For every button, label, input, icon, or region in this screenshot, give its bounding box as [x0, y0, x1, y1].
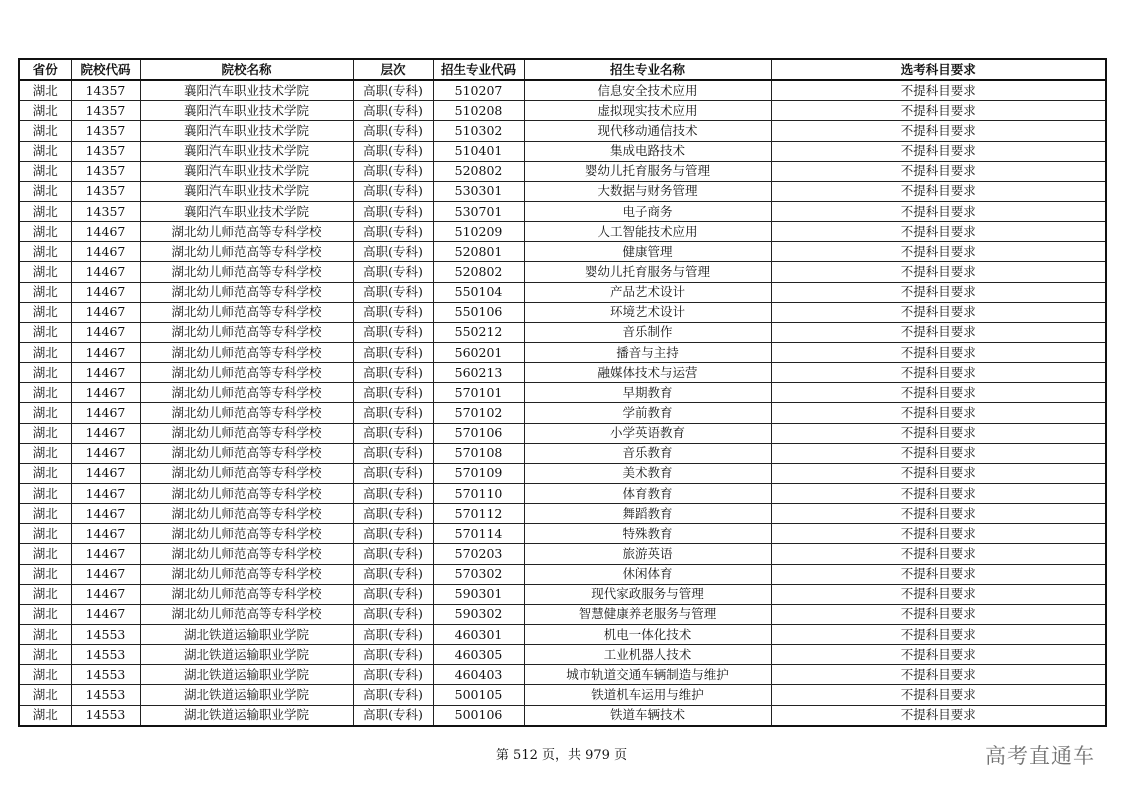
table-row	[19, 403, 1106, 423]
cell-level: 高职(专科)	[353, 302, 433, 322]
header-school-name: 院校名称	[140, 59, 353, 80]
table-row	[19, 141, 1106, 161]
table-row	[19, 544, 1106, 564]
cell-school-code: 14553	[71, 624, 140, 644]
header-major-code: 招生专业代码	[433, 59, 524, 80]
cell-major-name: 现代家政服务与管理	[524, 584, 771, 604]
cell-level: 高职(专科)	[353, 604, 433, 624]
cell-province: 湖北	[19, 201, 71, 221]
cell-province: 湖北	[19, 80, 71, 101]
table-row	[19, 262, 1106, 282]
cell-school-code: 14467	[71, 423, 140, 443]
table-body	[19, 80, 1106, 726]
cell-subject-requirement: 不提科目要求	[771, 604, 1106, 624]
cell-school-code: 14467	[71, 564, 140, 584]
cell-major-code: 590301	[433, 584, 524, 604]
cell-level: 高职(专科)	[353, 584, 433, 604]
table-row	[19, 504, 1106, 524]
table-row	[19, 423, 1106, 443]
table-row	[19, 322, 1106, 342]
cell-province: 湖北	[19, 685, 71, 705]
cell-province: 湖北	[19, 665, 71, 685]
cell-major-name: 音乐教育	[524, 443, 771, 463]
cell-level: 高职(专科)	[353, 181, 433, 201]
cell-school-code: 14467	[71, 504, 140, 524]
cell-major-code: 530301	[433, 181, 524, 201]
table-row	[19, 101, 1106, 121]
cell-subject-requirement: 不提科目要求	[771, 363, 1106, 383]
table-row	[19, 201, 1106, 221]
cell-school-name: 湖北幼儿师范高等专科学校	[140, 363, 353, 383]
cell-major-name: 工业机器人技术	[524, 645, 771, 665]
cell-province: 湖北	[19, 443, 71, 463]
header-province: 省份	[19, 59, 71, 80]
enrollment-table	[18, 58, 1107, 727]
cell-major-name: 现代移动通信技术	[524, 121, 771, 141]
table-row	[19, 161, 1106, 181]
cell-major-code: 570101	[433, 383, 524, 403]
cell-major-code: 570203	[433, 544, 524, 564]
cell-province: 湖北	[19, 141, 71, 161]
cell-school-name: 湖北幼儿师范高等专科学校	[140, 463, 353, 483]
cell-level: 高职(专科)	[353, 665, 433, 685]
table-row	[19, 282, 1106, 302]
table-row	[19, 302, 1106, 322]
cell-province: 湖北	[19, 463, 71, 483]
cell-major-code: 570106	[433, 423, 524, 443]
cell-school-code: 14467	[71, 262, 140, 282]
cell-subject-requirement: 不提科目要求	[771, 201, 1106, 221]
cell-major-code: 550104	[433, 282, 524, 302]
cell-major-code: 460301	[433, 624, 524, 644]
cell-province: 湖北	[19, 564, 71, 584]
cell-province: 湖北	[19, 181, 71, 201]
cell-school-name: 湖北铁道运输职业学院	[140, 645, 353, 665]
cell-school-name: 湖北幼儿师范高等专科学校	[140, 604, 353, 624]
header-major-name: 招生专业名称	[524, 59, 771, 80]
cell-major-code: 570109	[433, 463, 524, 483]
cell-major-code: 460403	[433, 665, 524, 685]
cell-school-name: 湖北幼儿师范高等专科学校	[140, 544, 353, 564]
cell-major-code: 510208	[433, 101, 524, 121]
table-row	[19, 80, 1106, 101]
cell-province: 湖北	[19, 403, 71, 423]
cell-major-name: 学前教育	[524, 403, 771, 423]
cell-subject-requirement: 不提科目要求	[771, 101, 1106, 121]
cell-major-name: 城市轨道交通车辆制造与维护	[524, 665, 771, 685]
cell-major-code: 560201	[433, 342, 524, 362]
cell-subject-requirement: 不提科目要求	[771, 342, 1106, 362]
cell-level: 高职(专科)	[353, 423, 433, 443]
table-row	[19, 685, 1106, 705]
cell-major-code: 570102	[433, 403, 524, 423]
cell-subject-requirement: 不提科目要求	[771, 524, 1106, 544]
cell-school-name: 襄阳汽车职业技术学院	[140, 101, 353, 121]
cell-subject-requirement: 不提科目要求	[771, 121, 1106, 141]
cell-major-name: 信息安全技术应用	[524, 80, 771, 101]
cell-major-name: 早期教育	[524, 383, 771, 403]
cell-major-code: 500105	[433, 685, 524, 705]
cell-level: 高职(专科)	[353, 705, 433, 726]
cell-school-code: 14467	[71, 544, 140, 564]
cell-school-name: 湖北幼儿师范高等专科学校	[140, 403, 353, 423]
cell-school-code: 14553	[71, 685, 140, 705]
cell-level: 高职(专科)	[353, 544, 433, 564]
cell-level: 高职(专科)	[353, 524, 433, 544]
table-row	[19, 604, 1106, 624]
cell-province: 湖北	[19, 342, 71, 362]
table-row	[19, 705, 1106, 726]
cell-major-name: 婴幼儿托育服务与管理	[524, 262, 771, 282]
table-row	[19, 181, 1106, 201]
cell-subject-requirement: 不提科目要求	[771, 383, 1106, 403]
cell-school-name: 湖北铁道运输职业学院	[140, 624, 353, 644]
cell-major-name: 机电一体化技术	[524, 624, 771, 644]
cell-major-name: 健康管理	[524, 242, 771, 262]
cell-major-name: 环境艺术设计	[524, 302, 771, 322]
cell-level: 高职(专科)	[353, 282, 433, 302]
cell-school-code: 14357	[71, 181, 140, 201]
table-row	[19, 564, 1106, 584]
cell-province: 湖北	[19, 584, 71, 604]
cell-subject-requirement: 不提科目要求	[771, 262, 1106, 282]
cell-school-name: 湖北幼儿师范高等专科学校	[140, 443, 353, 463]
cell-major-name: 铁道机车运用与维护	[524, 685, 771, 705]
cell-school-code: 14467	[71, 363, 140, 383]
cell-major-code: 590302	[433, 604, 524, 624]
table-row	[19, 443, 1106, 463]
cell-major-code: 570108	[433, 443, 524, 463]
cell-major-code: 520802	[433, 161, 524, 181]
cell-province: 湖北	[19, 222, 71, 242]
table-row	[19, 463, 1106, 483]
cell-province: 湖北	[19, 121, 71, 141]
cell-school-code: 14467	[71, 443, 140, 463]
cell-level: 高职(专科)	[353, 262, 433, 282]
cell-major-name: 音乐制作	[524, 322, 771, 342]
cell-major-name: 集成电路技术	[524, 141, 771, 161]
cell-major-name: 休闲体育	[524, 564, 771, 584]
cell-school-code: 14357	[71, 161, 140, 181]
cell-level: 高职(专科)	[353, 363, 433, 383]
cell-major-code: 510207	[433, 80, 524, 101]
cell-subject-requirement: 不提科目要求	[771, 584, 1106, 604]
cell-school-name: 湖北幼儿师范高等专科学校	[140, 423, 353, 443]
cell-school-code: 14357	[71, 141, 140, 161]
table-row	[19, 624, 1106, 644]
cell-major-name: 产品艺术设计	[524, 282, 771, 302]
cell-level: 高职(专科)	[353, 504, 433, 524]
cell-level: 高职(专科)	[353, 141, 433, 161]
cell-province: 湖北	[19, 322, 71, 342]
cell-major-code: 520802	[433, 262, 524, 282]
table-row	[19, 665, 1106, 685]
cell-school-code: 14357	[71, 121, 140, 141]
cell-major-name: 播音与主持	[524, 342, 771, 362]
cell-school-code: 14553	[71, 645, 140, 665]
cell-subject-requirement: 不提科目要求	[771, 665, 1106, 685]
cell-school-code: 14467	[71, 524, 140, 544]
cell-major-code: 560213	[433, 363, 524, 383]
cell-school-code: 14467	[71, 242, 140, 262]
cell-province: 湖北	[19, 423, 71, 443]
cell-province: 湖北	[19, 363, 71, 383]
cell-major-code: 520801	[433, 242, 524, 262]
table-row	[19, 242, 1106, 262]
cell-school-code: 14467	[71, 282, 140, 302]
cell-province: 湖北	[19, 161, 71, 181]
cell-level: 高职(专科)	[353, 483, 433, 503]
cell-school-code: 14553	[71, 665, 140, 685]
cell-level: 高职(专科)	[353, 403, 433, 423]
cell-school-name: 湖北幼儿师范高等专科学校	[140, 564, 353, 584]
header-level: 层次	[353, 59, 433, 80]
cell-subject-requirement: 不提科目要求	[771, 443, 1106, 463]
cell-province: 湖北	[19, 504, 71, 524]
cell-school-code: 14467	[71, 322, 140, 342]
cell-major-name: 美术教育	[524, 463, 771, 483]
cell-subject-requirement: 不提科目要求	[771, 463, 1106, 483]
cell-school-code: 14467	[71, 403, 140, 423]
page-number: 第 512 页，共 979 页	[495, 748, 628, 763]
table-row	[19, 584, 1106, 604]
watermark-text: 高考直通车	[985, 744, 1095, 768]
cell-major-code: 570112	[433, 504, 524, 524]
cell-school-name: 湖北幼儿师范高等专科学校	[140, 483, 353, 503]
cell-school-name: 湖北幼儿师范高等专科学校	[140, 524, 353, 544]
cell-subject-requirement: 不提科目要求	[771, 423, 1106, 443]
cell-province: 湖北	[19, 524, 71, 544]
cell-school-name: 湖北幼儿师范高等专科学校	[140, 342, 353, 362]
cell-major-name: 大数据与财务管理	[524, 181, 771, 201]
cell-major-name: 铁道车辆技术	[524, 705, 771, 726]
cell-level: 高职(专科)	[353, 121, 433, 141]
cell-school-name: 湖北铁道运输职业学院	[140, 685, 353, 705]
cell-school-name: 襄阳汽车职业技术学院	[140, 141, 353, 161]
cell-subject-requirement: 不提科目要求	[771, 645, 1106, 665]
cell-level: 高职(专科)	[353, 645, 433, 665]
cell-province: 湖北	[19, 383, 71, 403]
cell-major-code: 570110	[433, 483, 524, 503]
cell-school-code: 14467	[71, 342, 140, 362]
table-row	[19, 483, 1106, 503]
cell-level: 高职(专科)	[353, 201, 433, 221]
table-header-row	[19, 59, 1106, 80]
cell-major-name: 智慧健康养老服务与管理	[524, 604, 771, 624]
cell-major-code: 550212	[433, 322, 524, 342]
cell-major-code: 510209	[433, 222, 524, 242]
cell-subject-requirement: 不提科目要求	[771, 322, 1106, 342]
cell-major-code: 500106	[433, 705, 524, 726]
cell-level: 高职(专科)	[353, 564, 433, 584]
cell-subject-requirement: 不提科目要求	[771, 161, 1106, 181]
table-row	[19, 383, 1106, 403]
cell-province: 湖北	[19, 101, 71, 121]
cell-school-name: 湖北铁道运输职业学院	[140, 705, 353, 726]
cell-major-name: 小学英语教育	[524, 423, 771, 443]
cell-province: 湖北	[19, 645, 71, 665]
cell-level: 高职(专科)	[353, 101, 433, 121]
cell-province: 湖北	[19, 604, 71, 624]
cell-major-code: 530701	[433, 201, 524, 221]
cell-province: 湖北	[19, 624, 71, 644]
cell-subject-requirement: 不提科目要求	[771, 403, 1106, 423]
cell-school-code: 14357	[71, 101, 140, 121]
cell-school-code: 14357	[71, 201, 140, 221]
cell-province: 湖北	[19, 242, 71, 262]
cell-level: 高职(专科)	[353, 624, 433, 644]
cell-major-code: 510302	[433, 121, 524, 141]
cell-school-name: 湖北幼儿师范高等专科学校	[140, 322, 353, 342]
cell-major-name: 婴幼儿托育服务与管理	[524, 161, 771, 181]
cell-school-code: 14467	[71, 604, 140, 624]
cell-major-name: 舞蹈教育	[524, 504, 771, 524]
cell-school-name: 湖北幼儿师范高等专科学校	[140, 222, 353, 242]
cell-level: 高职(专科)	[353, 161, 433, 181]
table-row	[19, 524, 1106, 544]
cell-school-code: 14467	[71, 584, 140, 604]
cell-school-code: 14553	[71, 705, 140, 726]
cell-subject-requirement: 不提科目要求	[771, 141, 1106, 161]
cell-major-name: 电子商务	[524, 201, 771, 221]
cell-major-code: 510401	[433, 141, 524, 161]
cell-subject-requirement: 不提科目要求	[771, 242, 1106, 262]
cell-major-code: 570302	[433, 564, 524, 584]
cell-province: 湖北	[19, 262, 71, 282]
cell-school-code: 14357	[71, 80, 140, 101]
cell-province: 湖北	[19, 705, 71, 726]
table-row	[19, 222, 1106, 242]
table-row	[19, 121, 1106, 141]
cell-level: 高职(专科)	[353, 342, 433, 362]
table-row	[19, 342, 1106, 362]
cell-school-name: 湖北铁道运输职业学院	[140, 665, 353, 685]
cell-major-code: 550106	[433, 302, 524, 322]
cell-school-name: 襄阳汽车职业技术学院	[140, 161, 353, 181]
cell-subject-requirement: 不提科目要求	[771, 302, 1106, 322]
cell-subject-requirement: 不提科目要求	[771, 80, 1106, 101]
cell-school-code: 14467	[71, 483, 140, 503]
cell-subject-requirement: 不提科目要求	[771, 181, 1106, 201]
cell-major-code: 570114	[433, 524, 524, 544]
cell-school-name: 襄阳汽车职业技术学院	[140, 80, 353, 101]
cell-subject-requirement: 不提科目要求	[771, 685, 1106, 705]
cell-school-name: 湖北幼儿师范高等专科学校	[140, 262, 353, 282]
cell-school-name: 襄阳汽车职业技术学院	[140, 201, 353, 221]
cell-subject-requirement: 不提科目要求	[771, 282, 1106, 302]
cell-school-name: 襄阳汽车职业技术学院	[140, 181, 353, 201]
cell-major-name: 人工智能技术应用	[524, 222, 771, 242]
cell-subject-requirement: 不提科目要求	[771, 544, 1106, 564]
cell-province: 湖北	[19, 282, 71, 302]
cell-major-code: 460305	[433, 645, 524, 665]
cell-major-name: 旅游英语	[524, 544, 771, 564]
cell-major-name: 虚拟现实技术应用	[524, 101, 771, 121]
cell-school-name: 湖北幼儿师范高等专科学校	[140, 383, 353, 403]
cell-level: 高职(专科)	[353, 463, 433, 483]
cell-province: 湖北	[19, 483, 71, 503]
cell-subject-requirement: 不提科目要求	[771, 504, 1106, 524]
cell-province: 湖北	[19, 302, 71, 322]
cell-major-name: 融媒体技术与运营	[524, 363, 771, 383]
cell-school-name: 湖北幼儿师范高等专科学校	[140, 242, 353, 262]
cell-level: 高职(专科)	[353, 80, 433, 101]
cell-school-name: 湖北幼儿师范高等专科学校	[140, 302, 353, 322]
header-subject-requirement: 选考科目要求	[771, 59, 1106, 80]
cell-school-code: 14467	[71, 383, 140, 403]
header-school-code: 院校代码	[71, 59, 140, 80]
cell-school-code: 14467	[71, 302, 140, 322]
cell-level: 高职(专科)	[353, 685, 433, 705]
cell-level: 高职(专科)	[353, 443, 433, 463]
cell-subject-requirement: 不提科目要求	[771, 624, 1106, 644]
cell-level: 高职(专科)	[353, 222, 433, 242]
cell-school-code: 14467	[71, 222, 140, 242]
table-row	[19, 645, 1106, 665]
cell-subject-requirement: 不提科目要求	[771, 222, 1106, 242]
cell-school-code: 14467	[71, 463, 140, 483]
cell-level: 高职(专科)	[353, 242, 433, 262]
cell-school-name: 襄阳汽车职业技术学院	[140, 121, 353, 141]
cell-major-name: 特殊教育	[524, 524, 771, 544]
cell-subject-requirement: 不提科目要求	[771, 705, 1106, 726]
enrollment-table-container	[18, 58, 1105, 727]
cell-level: 高职(专科)	[353, 383, 433, 403]
cell-province: 湖北	[19, 544, 71, 564]
cell-subject-requirement: 不提科目要求	[771, 564, 1106, 584]
cell-level: 高职(专科)	[353, 322, 433, 342]
cell-school-name: 湖北幼儿师范高等专科学校	[140, 584, 353, 604]
cell-subject-requirement: 不提科目要求	[771, 483, 1106, 503]
cell-school-name: 湖北幼儿师范高等专科学校	[140, 282, 353, 302]
table-row	[19, 363, 1106, 383]
cell-school-name: 湖北幼儿师范高等专科学校	[140, 504, 353, 524]
cell-major-name: 体育教育	[524, 483, 771, 503]
